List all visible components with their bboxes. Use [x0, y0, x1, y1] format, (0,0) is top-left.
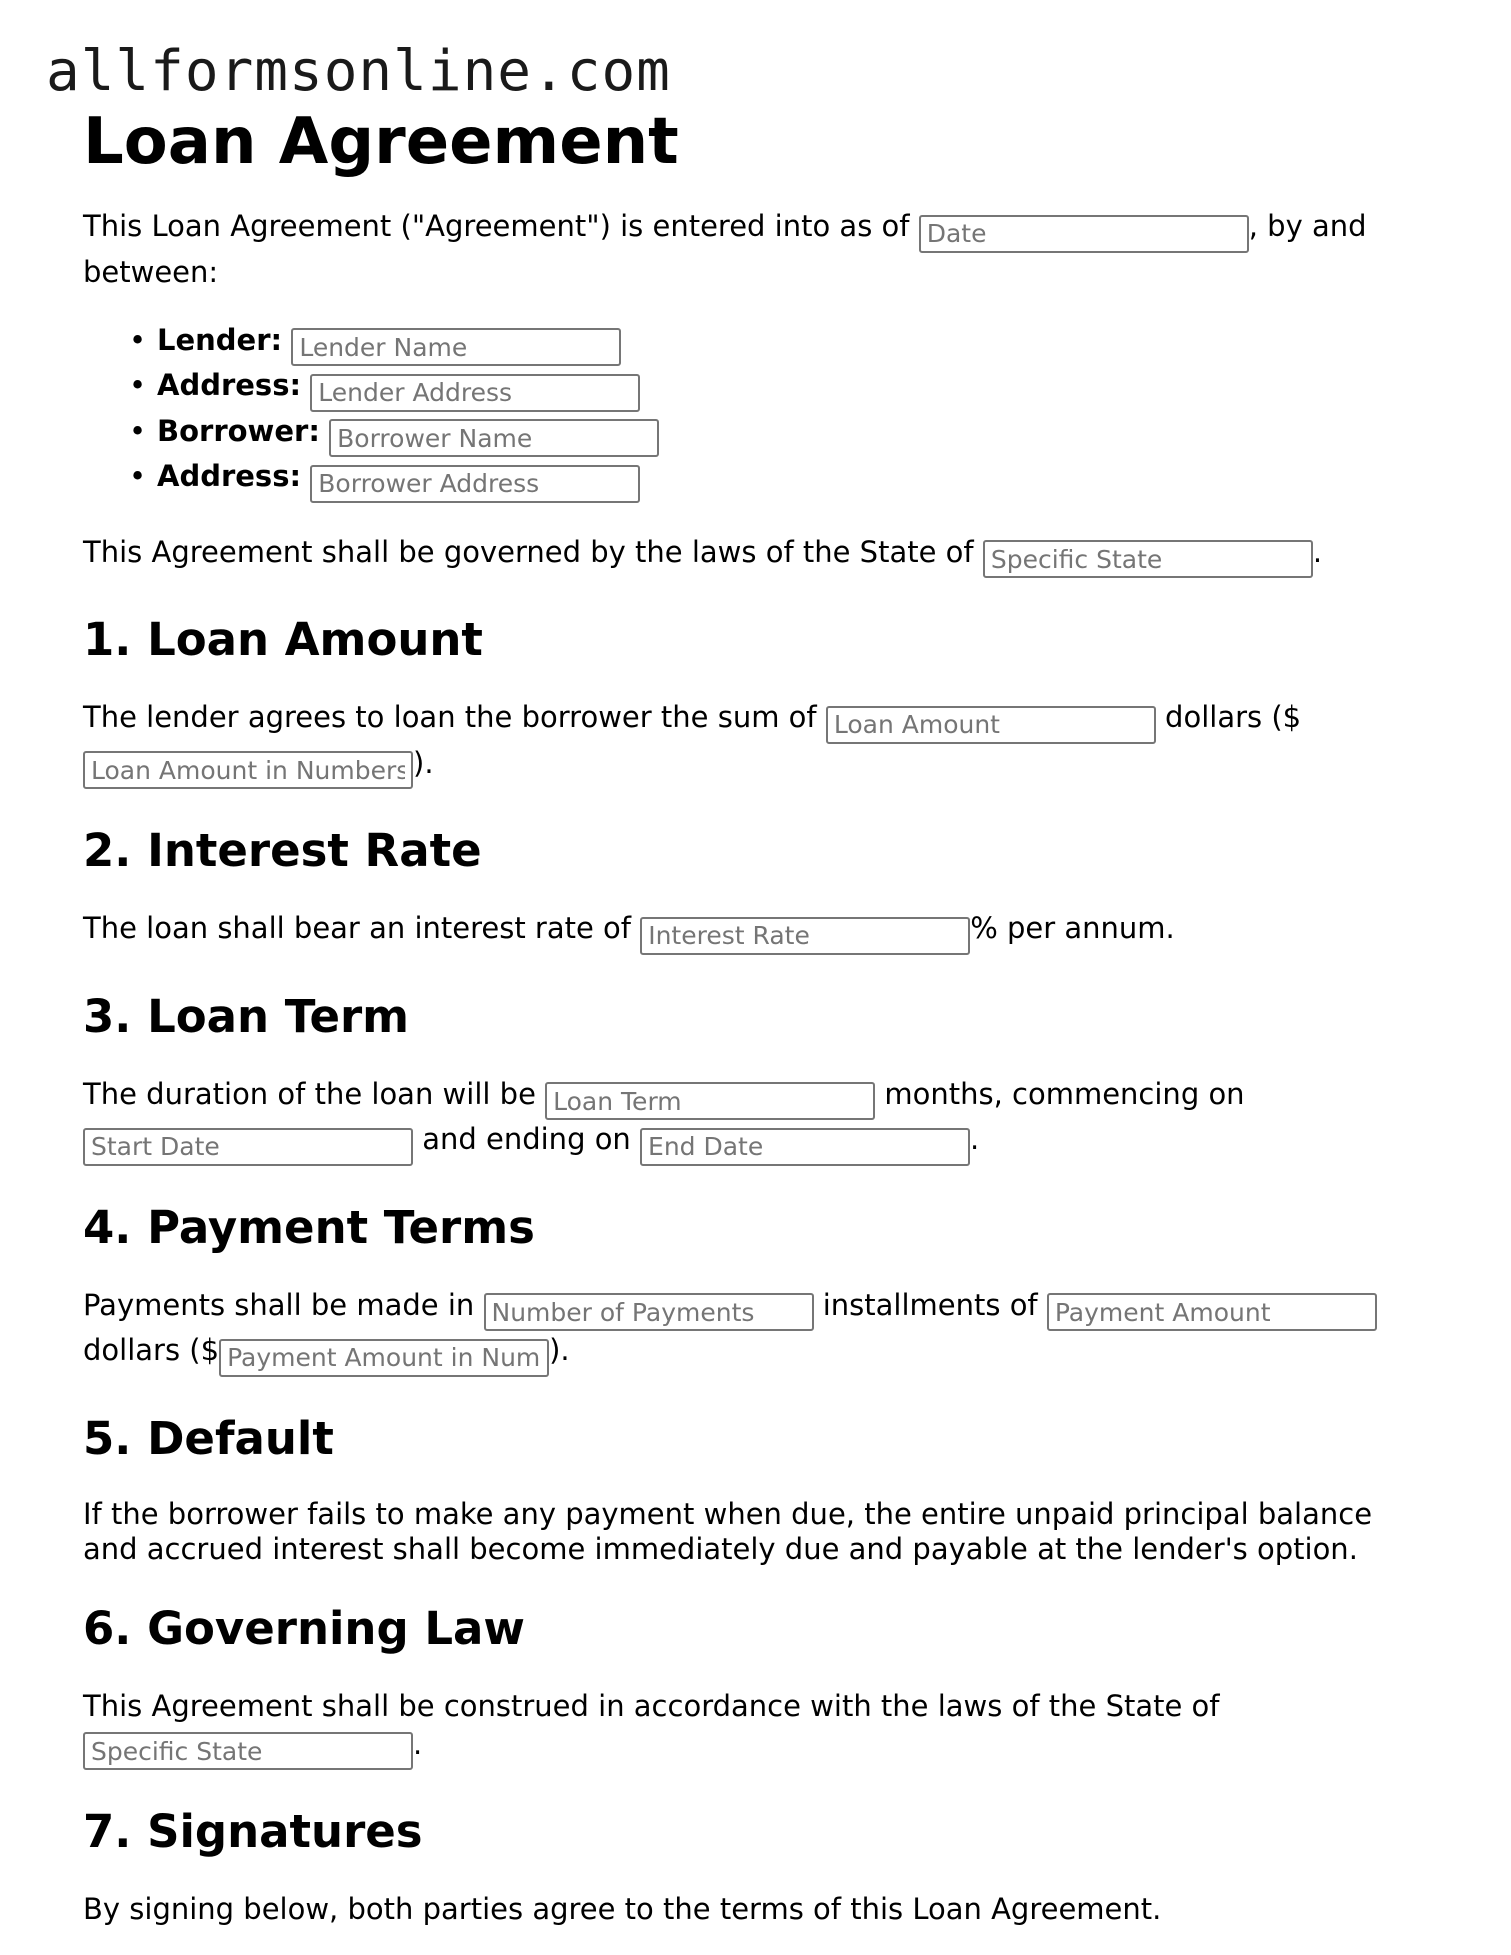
borrower-name-input[interactable] — [329, 419, 659, 457]
watermark: allformsonline.com — [46, 39, 671, 104]
payment-terms-text-after: ). — [549, 1333, 570, 1367]
payment-terms-paragraph — [83, 1286, 1413, 1377]
loan-term-input[interactable] — [545, 1082, 875, 1120]
payment-terms-text-middle1: installments of — [813, 1287, 1047, 1322]
loan-amount-text-after: ). — [413, 745, 434, 780]
payment-amount-numbers-input[interactable] — [219, 1339, 549, 1377]
bullet-icon: • — [129, 459, 147, 493]
section-heading-loan-amount: 1. Loan Amount — [83, 613, 483, 666]
borrower-address-label: Address: — [157, 459, 302, 493]
loan-term-text-middle1: months, commencing on — [875, 1076, 1245, 1111]
loan-term-paragraph — [83, 1075, 1413, 1166]
list-item — [129, 321, 1413, 367]
list-item — [129, 457, 1413, 503]
loan-agreement-form — [83, 104, 1413, 1928]
interest-rate-text-after: % per annum. — [970, 911, 1175, 945]
interest-rate-text-before: The loan shall bear an interest rate of — [83, 911, 641, 945]
bullet-icon: • — [129, 322, 147, 357]
governing-law-paragraph — [83, 1687, 1413, 1771]
governed-text-before: This Agreement shall be governed by the laws of the State of — [83, 534, 983, 569]
loan-amount-text-middle: dollars ($ — [1155, 700, 1302, 734]
section-heading-governing-law: 6. Governing Law — [83, 1601, 525, 1655]
lender-address-input[interactable] — [310, 374, 640, 412]
lender-address-label: Address: — [157, 368, 302, 402]
payment-amount-input[interactable] — [1047, 1293, 1377, 1331]
governing-law-text-before: This Agreement shall be construed in accordance with the laws of the State of — [83, 1688, 1220, 1723]
intro-text-before: This Loan Agreement ("Agreement") is entered into as of — [83, 209, 919, 243]
loan-amount-numbers-input[interactable] — [83, 751, 413, 789]
section-heading-signatures: 7. Signatures — [83, 1805, 423, 1858]
loan-term-text-after: . — [970, 1122, 980, 1156]
page-title: Loan Agreement — [83, 105, 679, 179]
bullet-icon: • — [129, 368, 147, 402]
loan-term-text-before: The duration of the loan will be — [83, 1076, 546, 1111]
payment-terms-text-middle2: dollars ($ — [83, 1333, 220, 1367]
section-heading-default: 5. Default — [83, 1411, 334, 1465]
number-of-payments-input[interactable] — [484, 1293, 814, 1331]
list-item — [129, 412, 1413, 458]
governed-text-after: . — [1312, 534, 1323, 569]
borrower-address-input[interactable] — [310, 465, 640, 503]
borrower-label: Borrower: — [157, 413, 320, 448]
loan-amount-text-before: The lender agrees to loan the borrower the sum of — [83, 700, 826, 734]
agreement-date-input[interactable] — [919, 215, 1249, 253]
list-item — [129, 366, 1413, 412]
interest-rate-paragraph — [83, 909, 1413, 955]
loan-amount-paragraph — [83, 698, 1413, 789]
governed-paragraph — [83, 533, 1413, 579]
end-date-input[interactable] — [640, 1128, 970, 1166]
section-heading-payment-terms: 4. Payment Terms — [83, 1200, 535, 1254]
lender-label: Lender: — [157, 322, 283, 357]
loan-amount-input[interactable] — [826, 706, 1156, 744]
start-date-input[interactable] — [83, 1128, 413, 1166]
signatures-paragraph: By signing below, both parties agree to the terms of this Loan Agreement. — [83, 1892, 1162, 1926]
intro-paragraph — [83, 207, 1413, 291]
lender-name-input[interactable] — [291, 328, 621, 366]
parties-list — [83, 321, 1413, 503]
default-paragraph: If the borrower fails to make any payment when due, the entire unpaid principal balance and accrued interest shall become immediately due and payable at the lender's option. — [83, 1496, 1373, 1566]
intro-text-after: , by and between: — [83, 209, 1367, 289]
payment-terms-text-before: Payments shall be made in — [83, 1287, 484, 1322]
interest-rate-input[interactable] — [640, 917, 970, 955]
governing-law-state-input[interactable] — [83, 1732, 413, 1770]
section-heading-loan-term: 3. Loan Term — [83, 989, 410, 1043]
bullet-icon: • — [129, 413, 147, 448]
governing-law-text-after: . — [413, 1726, 423, 1761]
governing-state-input[interactable] — [983, 540, 1313, 578]
section-heading-interest-rate: 2. Interest Rate — [83, 824, 482, 877]
loan-term-text-middle2: and ending on — [413, 1122, 641, 1156]
